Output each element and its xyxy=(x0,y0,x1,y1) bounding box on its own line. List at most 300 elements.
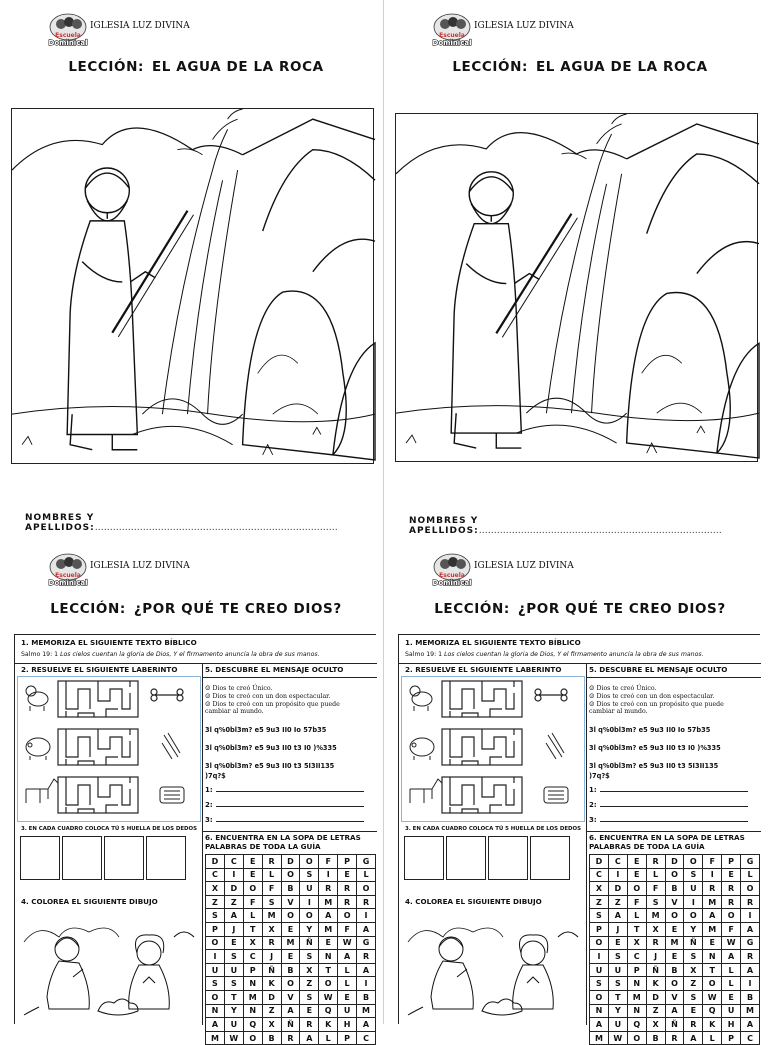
hidden-message-options xyxy=(205,685,340,716)
word-search-cell[interactable]: J xyxy=(262,950,281,964)
word-search-cell[interactable]: V xyxy=(281,990,300,1004)
fingerprint-box[interactable] xyxy=(20,836,60,880)
word-search-cell[interactable]: M xyxy=(281,936,300,950)
word-search-cell[interactable]: I xyxy=(703,868,722,882)
answer-line-2[interactable] xyxy=(589,800,748,809)
word-search-cell[interactable]: F xyxy=(319,855,338,869)
answer-line-1[interactable] xyxy=(205,785,364,794)
word-search-cell[interactable]: Y xyxy=(224,1004,243,1018)
word-search-cell[interactable]: Z xyxy=(300,977,319,991)
maze-1[interactable] xyxy=(442,681,522,717)
word-search-cell[interactable]: X xyxy=(627,936,646,950)
word-search-cell[interactable]: E xyxy=(627,868,646,882)
word-search-cell[interactable]: K xyxy=(262,977,281,991)
word-search-cell[interactable]: R xyxy=(338,882,357,896)
word-search-cell[interactable]: R xyxy=(722,895,741,909)
word-search-cell[interactable]: E xyxy=(338,990,357,1004)
word-search-cell[interactable]: O xyxy=(281,868,300,882)
word-search-cell[interactable]: F xyxy=(722,922,741,936)
word-search-cell[interactable]: O xyxy=(300,909,319,923)
maze-1[interactable] xyxy=(58,681,138,717)
word-search-cell[interactable]: E xyxy=(684,1004,703,1018)
word-search-cell[interactable]: J xyxy=(224,922,243,936)
word-search-cell[interactable]: A xyxy=(608,909,627,923)
word-search-row xyxy=(206,963,376,977)
word-search-cell[interactable]: E xyxy=(319,936,338,950)
word-search-cell[interactable]: O xyxy=(627,1031,646,1045)
word-search-cell[interactable]: A xyxy=(357,963,376,977)
word-search-cell[interactable]: U xyxy=(300,882,319,896)
worksheet-body xyxy=(398,634,760,1043)
word-search-cell[interactable]: N xyxy=(590,1004,609,1018)
word-search-cell[interactable]: V xyxy=(281,895,300,909)
word-search-cell[interactable]: A xyxy=(338,950,357,964)
word-search-cell[interactable]: A xyxy=(206,1018,225,1032)
word-search-cell[interactable]: D xyxy=(206,855,225,869)
word-search-cell[interactable]: M xyxy=(703,922,722,936)
word-search-cell[interactable]: D xyxy=(262,990,281,1004)
word-search-cell[interactable]: U xyxy=(224,963,243,977)
word-search-cell[interactable]: S xyxy=(608,950,627,964)
word-search-cell[interactable]: Ñ xyxy=(665,1018,684,1032)
word-search-cell[interactable]: Ñ xyxy=(646,963,665,977)
church-name: IGLESIA LUZ DIVINA xyxy=(90,561,190,571)
word-search-cell[interactable]: L xyxy=(243,909,262,923)
maze-3[interactable] xyxy=(442,777,522,813)
word-search-cell[interactable]: Z xyxy=(608,895,627,909)
word-search-cell[interactable]: F xyxy=(243,895,262,909)
horse-icon xyxy=(410,779,442,803)
word-search-cell[interactable]: B xyxy=(646,1031,665,1045)
word-search-cell[interactable]: C xyxy=(627,950,646,964)
word-search-cell[interactable]: L xyxy=(357,868,376,882)
word-search-cell[interactable]: L xyxy=(646,868,665,882)
answer-line-2[interactable] xyxy=(205,800,364,809)
word-search-cell[interactable]: O xyxy=(590,990,609,1004)
word-search-cell[interactable]: X xyxy=(646,922,665,936)
word-search-cell[interactable]: M xyxy=(590,1031,609,1045)
word-search-row xyxy=(206,936,376,950)
word-search-cell[interactable]: X xyxy=(262,1018,281,1032)
word-search-cell[interactable]: N xyxy=(703,950,722,964)
word-search-cell[interactable]: E xyxy=(281,950,300,964)
word-search-cell[interactable]: L xyxy=(722,977,741,991)
word-search-cell[interactable]: W xyxy=(224,1031,243,1045)
word-search-cell[interactable]: L xyxy=(338,977,357,991)
word-search-cell[interactable]: O xyxy=(319,977,338,991)
word-search-cell[interactable]: X xyxy=(646,1018,665,1032)
word-search-cell[interactable]: N xyxy=(206,1004,225,1018)
word-search-cell[interactable]: J xyxy=(608,922,627,936)
maze-3[interactable] xyxy=(58,777,138,813)
word-search-cell[interactable]: L xyxy=(319,1031,338,1045)
word-search-cell[interactable]: T xyxy=(224,990,243,1004)
word-search-cell[interactable]: O xyxy=(206,936,225,950)
word-search-cell[interactable]: A xyxy=(703,909,722,923)
word-search-cell[interactable]: S xyxy=(206,977,225,991)
word-search-cell[interactable]: Ñ xyxy=(684,936,703,950)
section-6-title xyxy=(205,833,361,851)
word-search-cell[interactable]: B xyxy=(357,990,376,1004)
word-search-cell[interactable]: F xyxy=(338,922,357,936)
answer-line-3[interactable] xyxy=(589,815,748,824)
word-search-cell[interactable]: U xyxy=(608,963,627,977)
word-search-cell[interactable]: O xyxy=(684,909,703,923)
word-search-cell[interactable]: S xyxy=(590,909,609,923)
word-search-cell[interactable]: P xyxy=(338,1031,357,1045)
word-search-cell[interactable]: R xyxy=(741,950,760,964)
word-search-cell[interactable]: I xyxy=(300,895,319,909)
word-search-cell[interactable]: A xyxy=(224,909,243,923)
word-search-cell[interactable]: S xyxy=(684,868,703,882)
word-search-cell[interactable]: C xyxy=(608,855,627,869)
word-search-cell[interactable]: Z xyxy=(646,1004,665,1018)
word-search-cell[interactable]: U xyxy=(206,963,225,977)
word-search-cell[interactable]: I xyxy=(319,868,338,882)
word-search-cell[interactable]: O xyxy=(703,977,722,991)
word-search-cell[interactable]: F xyxy=(627,895,646,909)
word-search-cell[interactable]: G xyxy=(741,936,760,950)
word-search-cell[interactable]: N xyxy=(627,1004,646,1018)
word-search-cell[interactable]: H xyxy=(338,1018,357,1032)
word-search-cell[interactable]: S xyxy=(300,990,319,1004)
word-search-cell[interactable]: Q xyxy=(627,1018,646,1032)
word-search-cell[interactable]: Z xyxy=(590,895,609,909)
section-6-line-1: 6. ENCUENTRA EN LA SOPA DE LETRAS xyxy=(205,833,361,842)
word-search-cell[interactable]: D xyxy=(646,990,665,1004)
divider xyxy=(586,677,761,678)
word-search-cell[interactable]: Z xyxy=(262,1004,281,1018)
word-search-cell[interactable]: A xyxy=(300,1031,319,1045)
word-search-cell[interactable]: G xyxy=(741,855,760,869)
word-search-cell[interactable]: P xyxy=(627,963,646,977)
word-search-cell[interactable]: K xyxy=(319,1018,338,1032)
word-search-cell[interactable]: H xyxy=(722,1018,741,1032)
lesson-name: ¿POR QUÉ TE CREO DIOS? xyxy=(133,601,342,617)
word-search-cell[interactable]: E xyxy=(281,922,300,936)
word-search-cell[interactable]: F xyxy=(703,855,722,869)
word-search-cell[interactable]: O xyxy=(300,855,319,869)
word-search-cell[interactable]: Z xyxy=(206,895,225,909)
word-search-cell[interactable]: M xyxy=(741,1004,760,1018)
word-search-row xyxy=(590,909,760,923)
word-search-cell[interactable]: O xyxy=(627,882,646,896)
word-search-cell[interactable]: X xyxy=(262,922,281,936)
word-search-cell[interactable]: A xyxy=(741,1018,760,1032)
page-top-right xyxy=(384,0,768,536)
word-search-cell[interactable]: Ñ xyxy=(281,1018,300,1032)
fingerprint-box[interactable] xyxy=(404,836,444,880)
word-search-cell[interactable]: U xyxy=(722,1004,741,1018)
word-search-cell[interactable]: R xyxy=(281,1031,300,1045)
word-search-cell[interactable]: T xyxy=(608,990,627,1004)
word-search-cell[interactable]: Y xyxy=(300,922,319,936)
word-search-cell[interactable]: S xyxy=(646,895,665,909)
word-search-cell[interactable]: R xyxy=(357,895,376,909)
fingerprint-box[interactable] xyxy=(446,836,486,880)
word-search-cell[interactable]: L xyxy=(262,868,281,882)
word-search-cell[interactable]: R xyxy=(741,895,760,909)
word-search-cell[interactable]: T xyxy=(319,963,338,977)
word-search-cell[interactable]: Q xyxy=(243,1018,262,1032)
option-2: ☺ Dios te creó con un don espectacular. xyxy=(589,692,715,700)
word-search-cell[interactable]: B xyxy=(281,882,300,896)
word-search-cell[interactable]: R xyxy=(338,895,357,909)
word-search-cell[interactable]: V xyxy=(665,895,684,909)
word-search-cell[interactable]: L xyxy=(338,963,357,977)
word-search-cell[interactable]: O xyxy=(243,1031,262,1045)
word-search-cell[interactable]: S xyxy=(262,895,281,909)
word-search-cell[interactable]: X xyxy=(243,936,262,950)
word-search-cell[interactable]: R xyxy=(684,1018,703,1032)
word-search-cell[interactable]: T xyxy=(243,922,262,936)
word-search-cell[interactable]: C xyxy=(224,855,243,869)
word-search-cell[interactable]: N xyxy=(243,1004,262,1018)
word-search-cell[interactable]: Z xyxy=(224,895,243,909)
word-search-cell[interactable]: U xyxy=(338,1004,357,1018)
fingerprint-box[interactable] xyxy=(104,836,144,880)
word-search-cell[interactable]: M xyxy=(357,1004,376,1018)
word-search-cell[interactable]: O xyxy=(243,882,262,896)
word-search-cell[interactable]: R xyxy=(262,855,281,869)
word-search-cell[interactable]: A xyxy=(741,922,760,936)
word-search-row xyxy=(206,1018,376,1032)
word-search-cell[interactable]: O xyxy=(281,977,300,991)
word-search-cell[interactable]: C xyxy=(243,950,262,964)
word-search-cell[interactable]: A xyxy=(741,963,760,977)
word-search-cell[interactable]: E xyxy=(627,855,646,869)
word-search-cell[interactable]: S xyxy=(684,990,703,1004)
word-search-cell[interactable]: M xyxy=(262,909,281,923)
word-search-cell[interactable]: B xyxy=(665,963,684,977)
word-search-cell[interactable]: E xyxy=(703,936,722,950)
word-search-cell[interactable]: R xyxy=(703,882,722,896)
fingerprint-box[interactable] xyxy=(146,836,186,880)
word-search-cell[interactable]: O xyxy=(206,990,225,1004)
word-search-cell[interactable]: S xyxy=(608,977,627,991)
word-search-cell[interactable]: F xyxy=(262,882,281,896)
word-search-cell[interactable]: R xyxy=(319,882,338,896)
word-search-cell[interactable]: I xyxy=(206,950,225,964)
word-search-cell[interactable]: W xyxy=(608,1031,627,1045)
word-search-cell[interactable]: M xyxy=(703,895,722,909)
word-search-cell[interactable]: P xyxy=(590,922,609,936)
word-search-cell[interactable]: M xyxy=(319,895,338,909)
escuela-dominical-logo-icon xyxy=(48,552,88,588)
word-search-cell[interactable]: P xyxy=(338,855,357,869)
maze-2[interactable] xyxy=(442,729,522,765)
word-search-cell[interactable]: B xyxy=(741,990,760,1004)
word-search-cell[interactable]: U xyxy=(608,1018,627,1032)
word-search-cell[interactable]: L xyxy=(722,963,741,977)
answer-line-3[interactable] xyxy=(205,815,364,824)
word-search-cell[interactable]: D xyxy=(281,855,300,869)
word-search-cell[interactable]: C xyxy=(590,868,609,882)
word-search-cell[interactable]: I xyxy=(357,909,376,923)
word-search-cell[interactable]: M xyxy=(627,990,646,1004)
lesson-title xyxy=(4,601,388,617)
word-search-cell[interactable]: L xyxy=(703,1031,722,1045)
word-search-cell[interactable]: S xyxy=(590,977,609,991)
maze-2[interactable] xyxy=(58,729,138,765)
word-search-cell[interactable]: Z xyxy=(684,977,703,991)
word-search-cell[interactable]: D xyxy=(608,882,627,896)
word-search-cell[interactable]: X xyxy=(206,882,225,896)
word-search-cell[interactable]: W xyxy=(722,936,741,950)
word-search-cell[interactable]: W xyxy=(703,990,722,1004)
hay-icon xyxy=(160,787,184,803)
word-search-row xyxy=(590,990,760,1004)
word-search-cell[interactable]: A xyxy=(357,922,376,936)
word-search-cell[interactable]: I xyxy=(741,909,760,923)
maze-panel xyxy=(401,676,585,822)
fingerprint-box[interactable] xyxy=(530,836,570,880)
word-search-cell[interactable]: G xyxy=(357,855,376,869)
word-search-cell[interactable]: N xyxy=(243,977,262,991)
word-search-cell[interactable]: I xyxy=(684,895,703,909)
word-search-cell[interactable]: E xyxy=(243,855,262,869)
word-search-cell[interactable]: P xyxy=(243,963,262,977)
word-search-cell[interactable]: V xyxy=(665,990,684,1004)
answer-line-1[interactable] xyxy=(589,785,748,794)
word-search-cell[interactable]: S xyxy=(224,977,243,991)
word-search-cell[interactable]: P xyxy=(722,1031,741,1045)
word-search-cell[interactable]: O xyxy=(281,909,300,923)
word-search-cell[interactable]: T xyxy=(627,922,646,936)
word-search-cell[interactable]: N xyxy=(627,977,646,991)
word-search-cell[interactable]: A xyxy=(590,1018,609,1032)
word-search-cell[interactable]: D xyxy=(665,855,684,869)
word-search-cell[interactable]: W xyxy=(319,990,338,1004)
word-search-cell[interactable]: B xyxy=(665,882,684,896)
church-header xyxy=(432,552,574,588)
word-search-cell[interactable]: K xyxy=(646,977,665,991)
word-search-cell[interactable]: S xyxy=(300,868,319,882)
word-search-cell[interactable]: E xyxy=(665,922,684,936)
word-search-cell[interactable]: E xyxy=(243,868,262,882)
word-search-cell[interactable]: R xyxy=(665,1031,684,1045)
word-search-cell[interactable]: P xyxy=(206,922,225,936)
word-search-cell[interactable]: M xyxy=(646,909,665,923)
word-search-cell[interactable]: Y xyxy=(608,1004,627,1018)
word-search-cell[interactable]: A xyxy=(684,1031,703,1045)
word-search-cell[interactable]: E xyxy=(224,936,243,950)
word-search-cell[interactable]: E xyxy=(665,950,684,964)
word-search-cell[interactable]: Ñ xyxy=(300,936,319,950)
option-2: ☺ Dios te creó con un don espectacular. xyxy=(205,692,331,700)
word-search-cell[interactable]: C xyxy=(357,1031,376,1045)
word-search-cell[interactable]: M xyxy=(665,936,684,950)
word-search-cell[interactable]: U xyxy=(590,963,609,977)
word-search-cell[interactable]: R xyxy=(262,936,281,950)
word-search-cell[interactable]: A xyxy=(665,1004,684,1018)
word-search-cell[interactable]: C xyxy=(741,1031,760,1045)
section-4-title: 4. COLOREA EL SIGUIENTE DIBUJO xyxy=(21,897,158,906)
word-search-cell[interactable]: X xyxy=(684,963,703,977)
word-search-cell[interactable]: X xyxy=(590,882,609,896)
word-search-cell[interactable]: O xyxy=(684,855,703,869)
word-search-cell[interactable]: U xyxy=(684,882,703,896)
word-search-cell[interactable]: L xyxy=(627,909,646,923)
word-search-cell[interactable]: R xyxy=(646,936,665,950)
word-search-cell[interactable]: E xyxy=(722,990,741,1004)
word-search-cell[interactable]: E xyxy=(300,1004,319,1018)
word-search-cell[interactable]: E xyxy=(722,868,741,882)
word-search-cell[interactable]: L xyxy=(741,868,760,882)
word-search-cell[interactable]: T xyxy=(703,963,722,977)
word-search-cell[interactable]: A xyxy=(722,950,741,964)
word-search-cell[interactable]: B xyxy=(281,963,300,977)
word-search-cell[interactable]: Q xyxy=(319,1004,338,1018)
word-search-cell[interactable]: R xyxy=(722,882,741,896)
word-search-cell[interactable]: M xyxy=(243,990,262,1004)
word-search-cell[interactable]: O xyxy=(741,882,760,896)
word-search-cell[interactable]: S xyxy=(224,950,243,964)
fingerprint-box[interactable] xyxy=(62,836,102,880)
word-search-cell[interactable]: I xyxy=(357,977,376,991)
word-search-cell[interactable]: S xyxy=(684,950,703,964)
word-search-cell[interactable]: J xyxy=(646,950,665,964)
names-dots: ……………………………………………………………………… xyxy=(94,523,338,533)
word-search-cell[interactable]: F xyxy=(646,882,665,896)
word-search-cell[interactable]: O xyxy=(338,909,357,923)
fingerprint-box[interactable] xyxy=(488,836,528,880)
word-search-cell[interactable]: I xyxy=(224,868,243,882)
word-search-cell[interactable]: Q xyxy=(703,1004,722,1018)
word-search-cell[interactable]: D xyxy=(224,882,243,896)
column-divider xyxy=(586,663,587,1025)
word-search-cell[interactable]: O xyxy=(357,882,376,896)
word-search-cell[interactable]: G xyxy=(357,936,376,950)
word-search-cell[interactable]: C xyxy=(206,868,225,882)
word-search-row xyxy=(590,868,760,882)
word-search-cell[interactable]: S xyxy=(300,950,319,964)
worksheet-body xyxy=(14,634,376,1043)
word-search-cell[interactable]: A xyxy=(357,1018,376,1032)
word-search-cell[interactable]: D xyxy=(590,855,609,869)
word-search-cell[interactable]: U xyxy=(224,1018,243,1032)
word-search-cell[interactable]: O xyxy=(665,868,684,882)
word-search-cell[interactable]: S xyxy=(206,909,225,923)
word-search-cell[interactable]: O xyxy=(665,909,684,923)
word-search-cell[interactable]: N xyxy=(319,950,338,964)
word-search-cell[interactable]: O xyxy=(590,936,609,950)
word-search-cell[interactable]: A xyxy=(319,909,338,923)
word-search-cell[interactable]: Y xyxy=(684,922,703,936)
word-search-cell[interactable]: A xyxy=(281,1004,300,1018)
word-search-cell[interactable]: X xyxy=(300,963,319,977)
word-search-cell[interactable]: K xyxy=(703,1018,722,1032)
word-search-cell[interactable]: M xyxy=(319,922,338,936)
word-search-cell[interactable]: W xyxy=(338,936,357,950)
section-4-title: 4. COLOREA EL SIGUIENTE DIBUJO xyxy=(405,897,542,906)
word-search-cell[interactable]: O xyxy=(665,977,684,991)
word-search-cell[interactable]: I xyxy=(741,977,760,991)
word-search-cell[interactable]: E xyxy=(608,936,627,950)
word-search-cell[interactable]: I xyxy=(608,868,627,882)
word-search-cell[interactable]: P xyxy=(722,855,741,869)
word-search-cell[interactable]: O xyxy=(722,909,741,923)
word-search-cell[interactable]: E xyxy=(338,868,357,882)
word-search-cell[interactable]: R xyxy=(646,855,665,869)
word-search-cell[interactable]: Ñ xyxy=(262,963,281,977)
word-search-cell[interactable]: R xyxy=(357,950,376,964)
word-search-cell[interactable]: I xyxy=(590,950,609,964)
word-search-cell[interactable]: R xyxy=(300,1018,319,1032)
word-search-row xyxy=(206,990,376,1004)
word-search-cell[interactable]: M xyxy=(206,1031,225,1045)
word-search-cell[interactable]: B xyxy=(262,1031,281,1045)
